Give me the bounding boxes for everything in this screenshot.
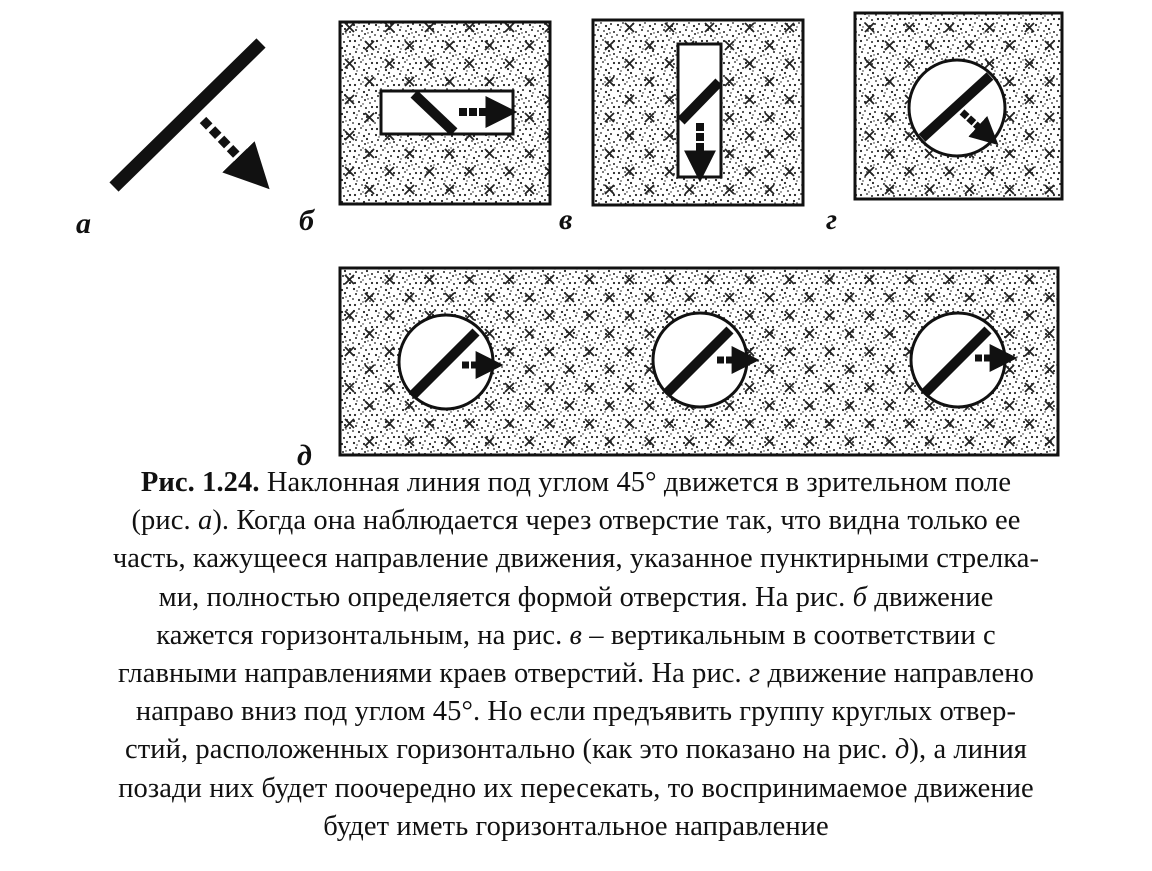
caption-line-4: ми, полностью определяется формой отверстия. На рис. б движение bbox=[158, 581, 994, 613]
panel-v bbox=[559, 20, 803, 236]
caption-line-8: стий, расположенных горизонтально (как это показано на рис. д), а линия bbox=[124, 734, 1028, 766]
caption-line-1: Рис. 1.24. Наклонная линия под углом 45° движется в зрительном поле bbox=[140, 467, 1012, 498]
circular-aperture-3 bbox=[911, 313, 1005, 407]
panel-ref: г bbox=[749, 658, 761, 690]
caption-line-9: позади них будет поочередно их пересекать, то воспринимаемое движение bbox=[118, 772, 1034, 804]
panel-ref: б bbox=[852, 581, 868, 613]
caption-line-5: кажется горизонтальным, на рис. в – вертикальным в соответствии с bbox=[156, 619, 996, 651]
caption-line-10: будет иметь горизонтальное направление bbox=[323, 810, 829, 842]
panel-a-label: а bbox=[76, 207, 91, 240]
panel-a bbox=[76, 43, 261, 240]
panel-d bbox=[297, 268, 1058, 472]
perpendicular-dashed-arrow bbox=[203, 120, 254, 173]
caption-line-6: главными направлениями краев отверстий. На рис. г движение направлено bbox=[118, 658, 1034, 690]
panel-ref: а bbox=[197, 505, 213, 537]
caption-line-2: (рис. а). Когда она наблюдается через отверстие так, что видна только ее bbox=[131, 505, 1021, 537]
panel-ref: д bbox=[894, 734, 910, 766]
circular-aperture-1 bbox=[399, 315, 493, 409]
caption-line-3: часть, кажущееся направление движения, указанное пунктирными стрелка- bbox=[112, 543, 1040, 575]
figure-number: Рис. 1.24. bbox=[140, 467, 260, 498]
panel-g bbox=[826, 13, 1062, 236]
diagonal-line bbox=[114, 43, 261, 187]
panel-ref: в bbox=[569, 619, 583, 651]
panel-b-label: б bbox=[299, 204, 314, 237]
figure-caption bbox=[18, 464, 1134, 846]
caption-line-7: направо вниз под углом 45°. Но если предъявить группу круглых отвер- bbox=[135, 696, 1017, 728]
panel-b bbox=[299, 22, 550, 237]
panel-g-label: г bbox=[826, 203, 838, 236]
panel-d-label: д bbox=[297, 439, 312, 472]
circular-aperture-2 bbox=[653, 313, 747, 407]
panel-v-label: в bbox=[559, 203, 573, 236]
